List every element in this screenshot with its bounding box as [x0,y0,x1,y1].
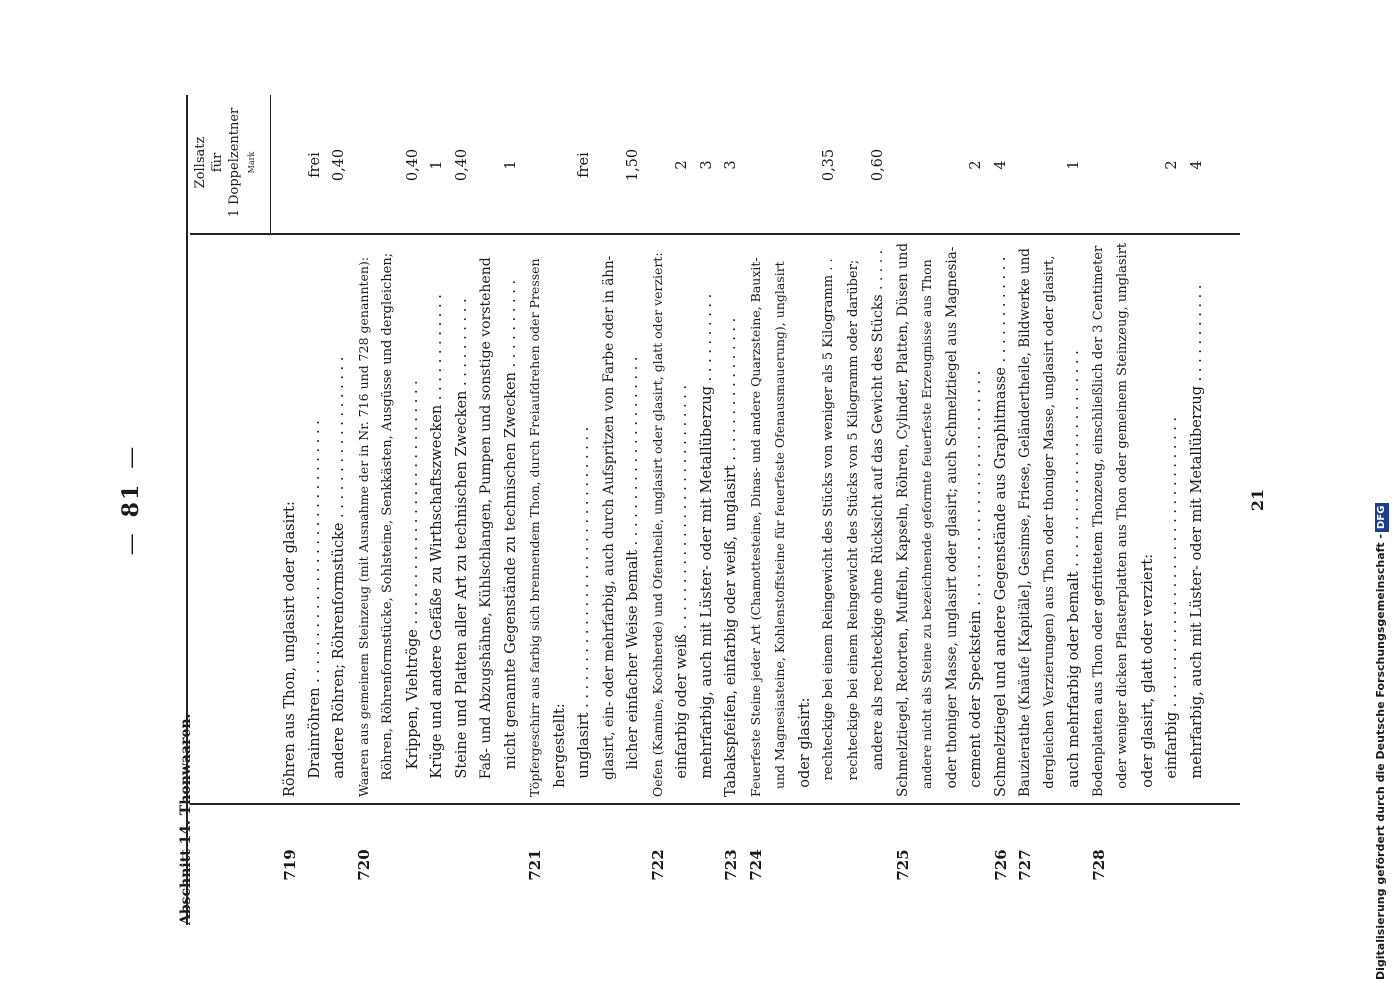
table-rows [278,95,1209,925]
tariff-number: 721 [526,849,544,881]
table-row [523,95,548,925]
table-row [450,95,475,925]
item-description: cement oder Speckstein . . . . . . . . . . . . . . . . . . . . . . . . . . [968,370,984,797]
item-description: einfarbig oder weiß . . . . . . . . . . . . . . . . . . . . . . . . . . . [674,384,690,797]
item-description: Röhren, Röhrenformstücke, Sohlsteine, Senkkästen, Ausgüsse und dergleichen; [380,252,395,797]
page-number: —81— [118,444,144,556]
item-description: rechteckige bei einem Reingewicht des Stücks von weniger als 5 Kilogramm . . [821,258,836,797]
item-description: Schmelztiegel und andere Gegenstände aus Graphitmasse . . . . . . . . . . . . [992,256,1009,797]
duty-rate: 0,35 [821,148,837,182]
duty-rate: 4 [992,160,1009,170]
rate-header-line3: 1 Doppelzentner [227,107,242,218]
rate-header-line1: Zollsatz [193,136,208,189]
duty-rate: 1 [1066,160,1082,170]
tariff-number: 722 [648,849,667,881]
item-description: rechteckige bei einem Reingewicht des Stücks von 5 Kilogramm oder darüber; [845,259,861,797]
duty-rate: 2 [674,160,690,170]
table-row [597,95,622,925]
tariff-number: 728 [1089,849,1108,881]
table-row [401,95,426,925]
item-description: Faß- und Abzugshähne, Kühlschlangen, Pumpen und sonstige vorstehend [478,257,494,797]
table-row [352,95,377,925]
table-row [327,95,352,925]
item-description: Bauzierathe (Knäufe [Kapitäle], Gesimse, Friese, Geländertheile, Bildwerke und [1017,248,1033,797]
dfg-logo: DFG [1375,503,1389,532]
table-row [1111,95,1136,925]
table-row [1136,95,1161,925]
duty-rate: 0,40 [331,148,347,182]
table-row [1038,95,1063,925]
tariff-table [190,95,1240,925]
table-row [646,95,671,925]
table-row [548,95,573,925]
rate-header-unit: Mark [247,151,256,174]
item-description: einfarbig . . . . . . . . . . . . . . . . . . . . . . . . . . . . . . . . [1164,416,1180,797]
rate-column-header [192,95,260,230]
item-description: und Magnesiasteine, Kohlenstoffsteine für feuerfeste Ofenausmauerung), unglasirt [772,261,787,797]
item-description: Schmelztiegel, Retorten, Muffeln, Kapseln, Röhren, Cylinder, Platten, Düsen und [894,242,911,797]
item-description: oder glasirt, glatt oder verziert: [1139,553,1156,797]
table-row [940,95,965,925]
tariff-number: 724 [746,849,765,881]
item-description: Krüge und andere Gefäße zu Wirthschaftszwecken . . . . . . . . . . . . [429,294,445,797]
duty-rate: frei [306,152,323,178]
item-description: mehrfarbig, auch mit Lüster- oder mit Metallüberzug . . . . . . . . . . . [1188,284,1205,797]
rate-header-line2: für [210,152,225,173]
table-row [719,95,744,925]
item-description: auch mehrfarbig oder bemalt . . . . . . . . . . . . . . . . . . . . . . . . [1066,350,1082,797]
table-row [621,95,646,925]
section-title: Abschnitt 14. Thonwaaren. [178,713,194,925]
table-row [425,95,450,925]
table-row [499,95,524,925]
top-rule [186,95,188,925]
tariff-number: 727 [1016,849,1034,881]
duty-rate: 0,40 [453,148,470,182]
table-row [744,95,769,925]
item-description: glasirt, ein- oder mehrfarbig, auch durch Aufspritzen von Farbe oder in ähn- [600,255,617,797]
item-description: hergestellt: [551,703,568,797]
item-description: Töpfergeschirr aus farbig sich brennendem Thon, durch Freiaufdrehen oder Pressen [527,258,542,797]
table-row [915,95,940,925]
tariff-number: 720 [354,849,373,881]
table-row [793,95,818,925]
table-row [1185,95,1210,925]
duty-rate: 1,50 [625,148,641,182]
table-row [964,95,989,925]
duty-rate: 1 [502,160,519,170]
duty-rate: 3 [698,160,715,170]
table-row [768,95,793,925]
table-row [695,95,720,925]
duty-rate: 2 [968,160,984,170]
item-description: nicht genannte Gegenstände zu technischen Zwecken . . . . . . . . . . [502,279,519,797]
tariff-number: 719 [281,849,299,881]
table-row [1160,95,1185,925]
table-row [1087,95,1112,925]
item-description: unglasirt . . . . . . . . . . . . . . . . . . . . . . . . . . . . . . . [576,426,592,797]
table-row [670,95,695,925]
item-description: Bodenplatten aus Thon oder gefrittetem Thonzeug, einschließlich der 3 Centimeter [1090,245,1106,797]
item-description: Drainröhren . . . . . . . . . . . . . . . . . . . . . . . . . . . . . [306,420,323,797]
item-description: andere als rechteckige ohne Rücksicht auf das Gewicht des Stücks . . . . . [870,249,886,797]
duty-rate: 4 [1188,160,1205,170]
duty-rate: 1 [429,160,445,170]
item-description: Oefen (Kamine, Kochherde) und Ofentheile, unglasirt oder glasirt, glatt oder verziert: [649,252,665,797]
table-row [1013,95,1038,925]
item-description: mehrfarbig, auch mit Lüster- oder mit Metallüberzug . . . . . . . . . . [698,293,715,797]
item-description: licher einfacher Weise bemalt . . . . . . . . . . . . . . . . . . . . . [625,356,641,797]
dfg-stamp [1368,20,1394,980]
tariff-number: 726 [991,849,1010,881]
item-description: Waaren aus gemeinem Steinzeug (mit Ausnahme der in Nr. 716 und 728 genannten): [355,256,371,797]
item-description: Steine und Platten aller Art zu technischen Zwecken . . . . . . . . . . [453,298,470,797]
duty-rate: 3 [723,160,739,170]
table-row [891,95,916,925]
item-description: Tabakspfeifen, einfarbig oder weiß, unglasirt . . . . . . . . . . . . . . . . [723,317,739,797]
item-description: dergleichen Verzierungen) aus Thon oder thoniger Masse, unglasirt oder glasirt, [1041,255,1057,797]
table-row [1062,95,1087,925]
duty-rate: frei [576,152,592,178]
item-description: andere nicht als Steine zu bezeichnende geformte feuerfeste Erzeugnisse aus Thon [919,259,934,797]
table-row [376,95,401,925]
duty-rate: 0,60 [870,148,886,182]
item-description: Krippen, Viehtröge . . . . . . . . . . . . . . . . . . . . . . . . . . . [404,380,421,797]
item-description: Röhren aus Thon, unglasirt oder glasirt: [282,501,298,797]
item-description: oder thoniger Masse, unglasirt oder glasirt; auch Schmelztiegel aus Magnesia- [943,246,960,797]
table-row [303,95,328,925]
table-row [278,95,303,925]
table-row [474,95,499,925]
item-description: Feuerfeste Steine jeder Art (Chamottesteine, Dinas- und andere Quarzsteine, Bauxit- [747,257,763,797]
stamp-text: Digitalisierung gefördert durch die Deutsche Forschungsgemeinschaft - [1374,533,1387,980]
table-row [572,95,597,925]
item-description: oder glasirt: [796,697,813,797]
table-row [989,95,1014,925]
item-description: andere Röhren; Röhrenformstücke . . . . . . . . . . . . . . . . . . [331,356,347,797]
table-row [866,95,891,925]
tariff-number: 723 [722,849,740,881]
duty-rate: 2 [1164,160,1180,170]
item-description: oder weniger dicken Pflasterplatten aus Thon oder gemeinem Steinzeug, unglasirt [1115,242,1130,797]
duty-rate: 0,40 [404,148,421,182]
table-row [817,95,842,925]
footer-signature: 21 [1248,488,1267,512]
table-row [842,95,867,925]
rate-header-rule [270,95,271,235]
tariff-number: 725 [893,849,912,881]
page-number-value: 81 [118,482,144,518]
